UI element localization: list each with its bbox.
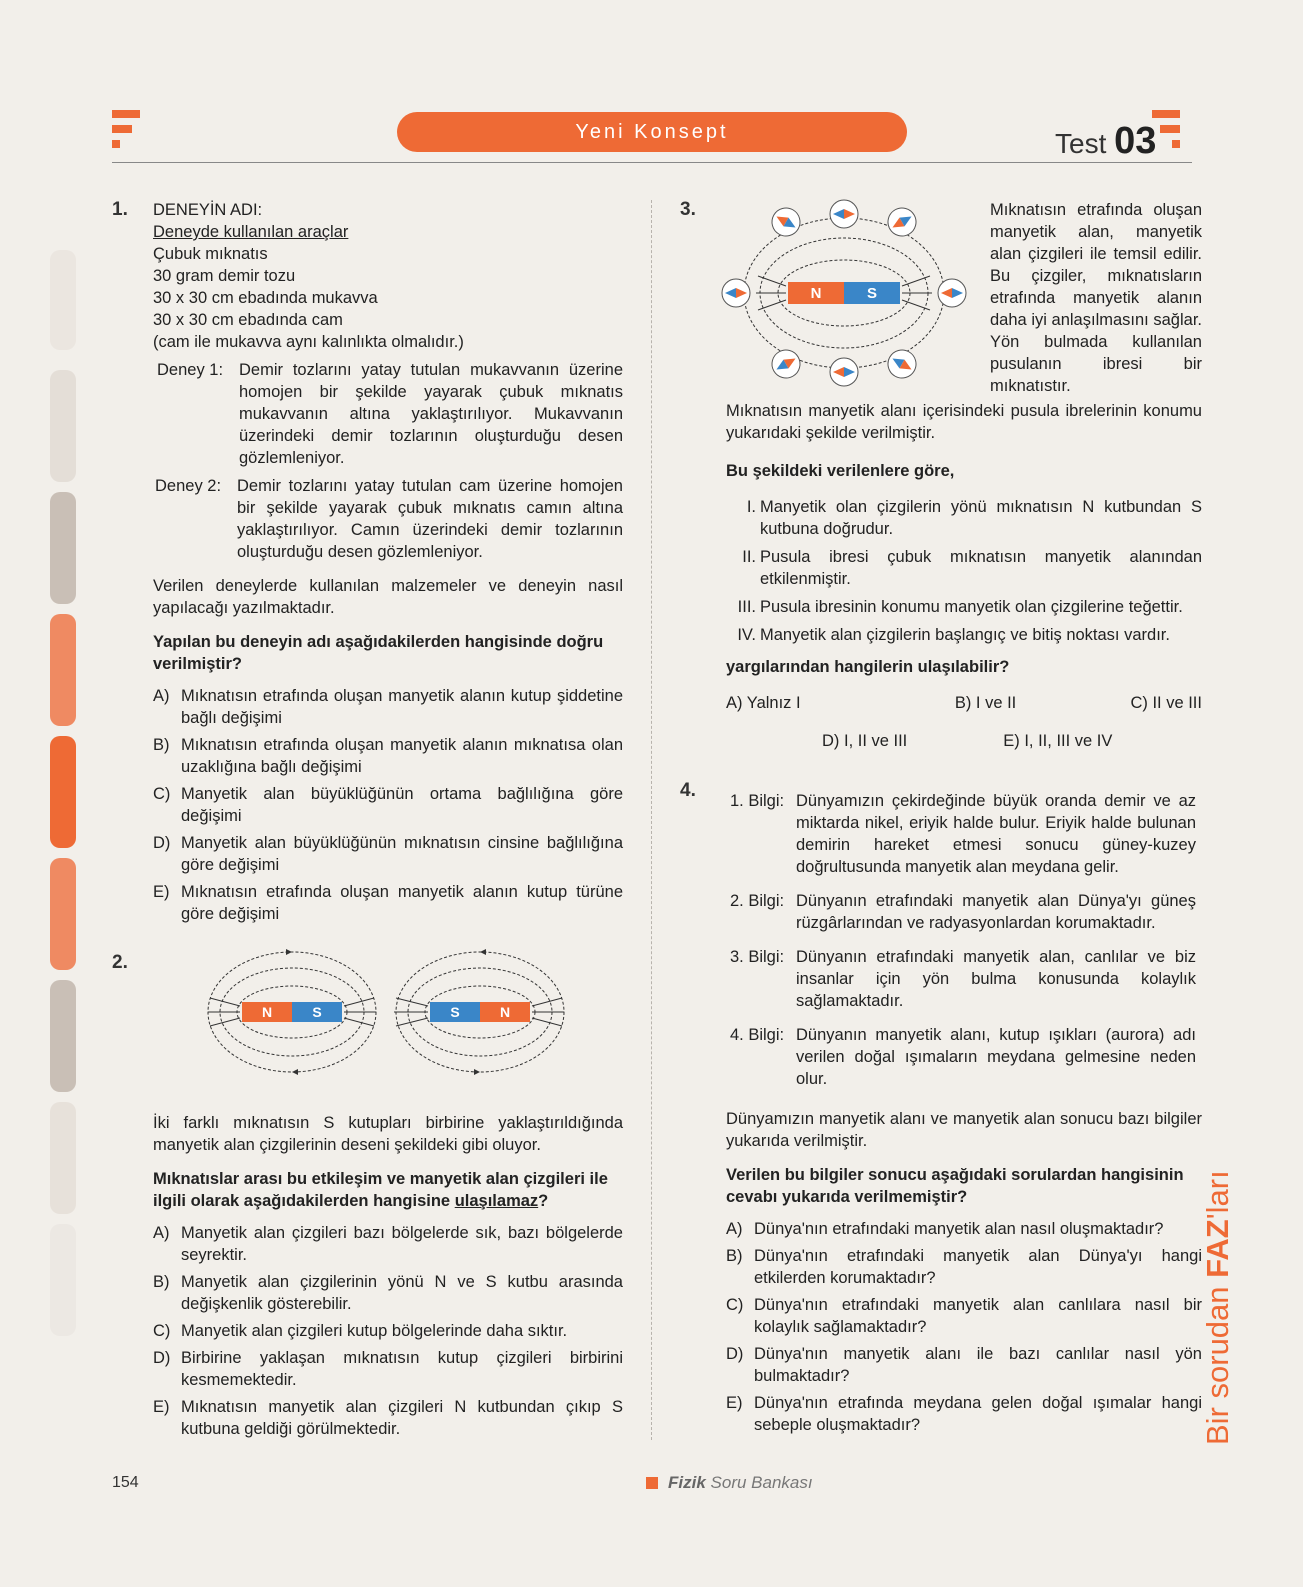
q3-magnet-right-label: S bbox=[866, 285, 878, 302]
q2-option-b[interactable] bbox=[153, 1271, 623, 1315]
side-brand-part: Bir sorudan bbox=[1200, 1277, 1235, 1445]
compass-icon bbox=[767, 345, 805, 383]
q4-option-d[interactable] bbox=[726, 1343, 1202, 1387]
q2-question-part: ? bbox=[538, 1192, 549, 1210]
q1-tool: 30 gram demir tozu bbox=[153, 267, 296, 285]
q2-options bbox=[153, 1222, 623, 1440]
footer-subject: Fizik bbox=[668, 1473, 706, 1492]
option-text: Manyetik alan çizgileri bazı bölgelerde sık, bazı bölgelerde seyrektir. bbox=[181, 1224, 623, 1264]
option-letter: A) bbox=[726, 1220, 743, 1238]
option-letter: C) bbox=[153, 785, 171, 803]
q3-option-c[interactable]: C) II ve III bbox=[1130, 694, 1202, 712]
compass-icon bbox=[830, 200, 858, 228]
statement-numeral: II. bbox=[742, 548, 756, 566]
option-text: Dünya'nın etrafında meydana gelen doğal ışımalar hangi sebeple oluşmaktadır? bbox=[754, 1394, 1202, 1434]
question-1 bbox=[153, 199, 623, 930]
q3-options-row-2 bbox=[726, 730, 1202, 752]
statement-numeral: III. bbox=[737, 598, 756, 616]
q3-compass-field-figure bbox=[718, 196, 973, 391]
option-text: Birbirine yaklaşan mıknatısın kutup çizgileri birbirini kesmemektedir. bbox=[181, 1349, 623, 1389]
test-label bbox=[1055, 120, 1156, 163]
q4-options bbox=[726, 1218, 1202, 1436]
question-1-number: 1. bbox=[112, 199, 128, 220]
q1-exp2-text: Demir tozlarını yatay tutulan cam üzerine homojen bir şekilde yayarak çubuk mıknatıs camın altına yaklaştırılıyor. Camın üzerindeki demir tozlarının oluşturduğu desen gözlemleniyor. bbox=[237, 477, 623, 561]
question-2-number: 2. bbox=[112, 952, 128, 973]
question-4 bbox=[726, 790, 1202, 1441]
side-tab bbox=[50, 1224, 76, 1336]
option-letter: A) bbox=[153, 1224, 170, 1242]
q4-fact bbox=[726, 1024, 1202, 1090]
q2-question-emphasis: ulaşılamaz bbox=[454, 1192, 539, 1210]
q1-option-a[interactable] bbox=[153, 685, 623, 729]
q3-option-d[interactable]: D) I, II ve III bbox=[822, 732, 908, 750]
q1-experiment-2 bbox=[153, 475, 623, 563]
q4-info: Dünyamızın manyetik alanı ve manyetik alan sonucu bazı bilgiler yukarıda verilmiştir. bbox=[726, 1110, 1202, 1150]
option-text: Dünya'nın manyetik alanı ile bazı canlılar nasıl yön bulmaktadır? bbox=[754, 1345, 1202, 1385]
header-divider bbox=[112, 162, 1192, 163]
option-letter: C) bbox=[153, 1322, 171, 1340]
q2-info: İki farklı mıknatısın S kutupları birbirine yaklaştırıldığında manyetik alan çizgilerinin deseni şekildeki gibi oluyor. bbox=[153, 1114, 623, 1154]
footer-book-title bbox=[646, 1473, 813, 1493]
option-text: Mıknatısın etrafında oluşan manyetik alanın mıknatısa olan uzaklığına bağlı değişimi bbox=[181, 736, 623, 776]
side-brand-text bbox=[1200, 1170, 1236, 1445]
fact-label: 3. Bilgi: bbox=[730, 948, 785, 966]
question-2 bbox=[153, 1112, 623, 1445]
q2-option-a[interactable] bbox=[153, 1222, 623, 1266]
square-icon bbox=[646, 1477, 658, 1489]
option-letter: D) bbox=[153, 1349, 171, 1367]
q3-side-text: Mıknatısın etrafında oluşan manyetik alan, manyetik alan çizgileri ile temsil edilir. Bu çizgiler, mıknatısların etrafında manyetik alanın daha iyi anlaşılmasını sağlar. Yön bulmada kullanılan pusulanın ibresi bir mıknatıstır. bbox=[990, 201, 1202, 395]
side-tab-active bbox=[50, 736, 76, 848]
option-text: Manyetik alan büyüklüğünün ortama bağlılığına göre değişimi bbox=[181, 785, 623, 825]
q1-tool: (cam ile mukavva aynı kalınlıkta olmalıdır.) bbox=[153, 333, 464, 351]
compass-icon bbox=[830, 358, 858, 386]
q3-option-e[interactable]: E) I, II, III ve IV bbox=[1003, 732, 1113, 750]
option-text: Mıknatısın manyetik alan çizgileri N kutbundan çıkıp S kutbuna geldiği görülmektedir. bbox=[181, 1398, 623, 1438]
side-tab bbox=[50, 370, 76, 482]
fact-text: Dünyanın manyetik alanı, kutup ışıkları (aurora) adı verilen doğal ışımaların meydana gelmesine neden olur. bbox=[796, 1026, 1196, 1088]
side-brand-part: 'ları bbox=[1200, 1170, 1235, 1220]
q1-tool: 30 x 30 cm ebadında mukavva bbox=[153, 289, 378, 307]
q3-statement bbox=[726, 496, 1202, 540]
q1-tool: Çubuk mıknatıs bbox=[153, 245, 268, 263]
option-letter: D) bbox=[726, 1345, 744, 1363]
fact-text: Dünyamızın çekirdeğinde büyük oranda demir ve az miktarda nikel, eriyik halde bulur. Eriyik halde bulunan demirin hareket etmesi sonucu güney-kuzey doğrultusunda manyetik alan meydana gelir. bbox=[796, 792, 1196, 876]
compass-icon bbox=[767, 203, 805, 241]
option-letter: D) bbox=[153, 834, 171, 852]
q1-question: Yapılan bu deneyin adı aşağıdakilerden hangisinde doğru verilmiştir? bbox=[153, 633, 604, 673]
q4-option-a[interactable] bbox=[726, 1218, 1202, 1240]
option-text: Mıknatısın etrafında oluşan manyetik alanın kutup türüne göre değişimi bbox=[181, 883, 623, 923]
statement-numeral: I. bbox=[746, 498, 756, 516]
option-text: Mıknatısın etrafında oluşan manyetik alanın kutup şiddetine bağlı değişimi bbox=[181, 687, 623, 727]
q2-magnet-field-figure bbox=[200, 940, 580, 1100]
q4-question: Verilen bu bilgiler sonucu aşağıdaki sorulardan hangisinin cevabı yukarıda verilmemiştir? bbox=[726, 1166, 1184, 1206]
side-brand-emphasis: FAZ bbox=[1200, 1219, 1235, 1278]
q3-statement bbox=[726, 546, 1202, 590]
option-letter: E) bbox=[726, 1394, 743, 1412]
option-letter: E) bbox=[153, 1398, 170, 1416]
q2-magnet1-left-label: N bbox=[261, 1004, 273, 1020]
q4-option-b[interactable] bbox=[726, 1245, 1202, 1289]
fact-text: Dünyanın etrafındaki manyetik alan Dünya'yı güneş rüzgârlarından ve radyasyonlardan korumaktadır. bbox=[796, 892, 1196, 932]
q4-option-e[interactable] bbox=[726, 1392, 1202, 1436]
option-text: Manyetik alan büyüklüğünün mıknatısın cinsine bağlılığına göre değişimi bbox=[181, 834, 623, 874]
q3-statement bbox=[726, 596, 1202, 618]
q4-fact bbox=[726, 946, 1202, 1012]
q3-option-b[interactable]: B) I ve II bbox=[954, 694, 1017, 712]
option-text: Dünya'nın etrafındaki manyetik alan canlılara nasıl bir kolaylık sağlamaktadır? bbox=[754, 1296, 1202, 1336]
q2-option-d[interactable] bbox=[153, 1347, 623, 1391]
q3-statements bbox=[726, 496, 1202, 646]
q1-exp2-label: Deney 2: bbox=[155, 477, 222, 495]
test-word: Test bbox=[1055, 128, 1107, 159]
q1-option-c[interactable] bbox=[153, 783, 623, 827]
q1-exp1-label: Deney 1: bbox=[157, 361, 224, 379]
q1-options bbox=[153, 685, 623, 925]
q2-question bbox=[153, 1168, 623, 1212]
statement-text: Pusula ibresi çubuk mıknatısın manyetik alanından etkilenmiştir. bbox=[760, 548, 1202, 588]
q4-fact bbox=[726, 890, 1202, 934]
question-4-number: 4. bbox=[680, 780, 696, 801]
q3-question: yargılarından hangilerin ulaşılabilir? bbox=[726, 658, 1010, 676]
q3-lead: Bu şekildeki verilenlere göre, bbox=[726, 462, 955, 480]
option-letter: A) bbox=[153, 687, 170, 705]
q2-option-e[interactable] bbox=[153, 1396, 623, 1440]
option-text: Dünya'nın etrafındaki manyetik alan nasıl oluşmaktadır? bbox=[754, 1220, 1164, 1238]
option-text: Dünya'nın etrafındaki manyetik alan Dünya'yı hangi etkilerden korumaktadır? bbox=[754, 1247, 1202, 1287]
q2-magnet2-right-label: N bbox=[499, 1004, 511, 1020]
fact-label: 1. Bilgi: bbox=[730, 792, 785, 810]
q1-exp1-text: Demir tozlarını yatay tutulan mukavvanın üzerine homojen bir şekilde yayarak çubuk mıknatıs mukavvanın altına yaklaştırılıyor. Mukavvanın üzerindeki demir tozlarının oluşturduğu desen gözlemleniyor. bbox=[239, 361, 623, 467]
q3-magnet-left-label: N bbox=[810, 285, 822, 302]
fact-text: Dünyanın etrafındaki manyetik alan, canlılar ve biz insanlar için yön bulma konusunda kolaylık sağlamaktadır. bbox=[796, 948, 1196, 1010]
q1-option-b[interactable] bbox=[153, 734, 623, 778]
side-tab bbox=[50, 614, 76, 726]
q1-info: Verilen deneylerde kullanılan malzemeler ve deneyin nasıl yapılacağı yazılmaktadır. bbox=[153, 577, 623, 617]
side-tab bbox=[50, 250, 76, 350]
page-number: 154 bbox=[112, 1474, 139, 1491]
option-letter: B) bbox=[726, 1247, 743, 1265]
option-letter: B) bbox=[153, 736, 170, 754]
section-banner: Yeni Konsept bbox=[397, 112, 907, 152]
logo-icon-left bbox=[112, 110, 142, 150]
fact-label: 4. Bilgi: bbox=[730, 1026, 785, 1044]
side-tab bbox=[50, 980, 76, 1092]
compass-icon bbox=[938, 279, 966, 307]
side-tab bbox=[50, 492, 76, 604]
statement-text: Manyetik alan çizgilerin başlangıç ve bitiş noktası vardır. bbox=[760, 626, 1170, 644]
column-divider bbox=[651, 200, 652, 1440]
option-letter: B) bbox=[153, 1273, 170, 1291]
q3-statement bbox=[726, 624, 1202, 646]
option-letter: E) bbox=[153, 883, 170, 901]
q1-title: DENEYİN ADI: bbox=[153, 201, 263, 219]
q2-option-c[interactable] bbox=[153, 1320, 623, 1342]
q1-option-e[interactable] bbox=[153, 881, 623, 925]
test-number: 03 bbox=[1114, 120, 1157, 162]
q2-magnet2-left-label: S bbox=[450, 1004, 460, 1020]
q3-options-row-1 bbox=[726, 692, 1202, 714]
q2-magnet1-right-label: S bbox=[312, 1004, 322, 1020]
q4-fact bbox=[726, 790, 1202, 878]
statement-numeral: IV. bbox=[737, 626, 756, 644]
q1-tools-heading: Deneyde kullanılan araçlar bbox=[153, 223, 349, 241]
statement-text: Pusula ibresinin konumu manyetik olan çizgilerine teğettir. bbox=[760, 598, 1183, 616]
question-3-number: 3. bbox=[680, 199, 696, 220]
compass-icon bbox=[883, 203, 921, 241]
q3-info: Mıknatısın manyetik alanı içerisindeki pusula ibrelerinin konumu yukarıdaki şekilde verilmiştir. bbox=[726, 402, 1202, 442]
q1-option-d[interactable] bbox=[153, 832, 623, 876]
side-tab bbox=[50, 858, 76, 970]
statement-text: Manyetik olan çizgilerin yönü mıknatısın N kutbundan S kutbuna doğrudur. bbox=[760, 498, 1202, 538]
q1-experiment-1 bbox=[153, 359, 623, 469]
option-text: Manyetik alan çizgilerinin yönü N ve S kutbu arasında değişkenlik gösterebilir. bbox=[181, 1273, 623, 1313]
q3-option-a[interactable]: A) Yalnız I bbox=[726, 694, 801, 712]
option-text: Manyetik alan çizgileri kutup bölgelerinde daha sıktır. bbox=[181, 1322, 568, 1340]
q2-question-part: Mıknatıslar arası bu etkileşim ve manyetik alan çizgileri ile ilgili olarak aşağıdakilerden hangisine bbox=[153, 1170, 608, 1210]
side-tab bbox=[50, 1102, 76, 1214]
question-3 bbox=[726, 400, 1202, 752]
q1-tool: 30 x 30 cm ebadında cam bbox=[153, 311, 343, 329]
option-letter: C) bbox=[726, 1296, 744, 1314]
compass-icon bbox=[883, 345, 921, 383]
footer-book-name: Soru Bankası bbox=[710, 1473, 813, 1492]
fact-label: 2. Bilgi: bbox=[730, 892, 785, 910]
q4-option-c[interactable] bbox=[726, 1294, 1202, 1338]
compass-icon bbox=[722, 279, 750, 307]
